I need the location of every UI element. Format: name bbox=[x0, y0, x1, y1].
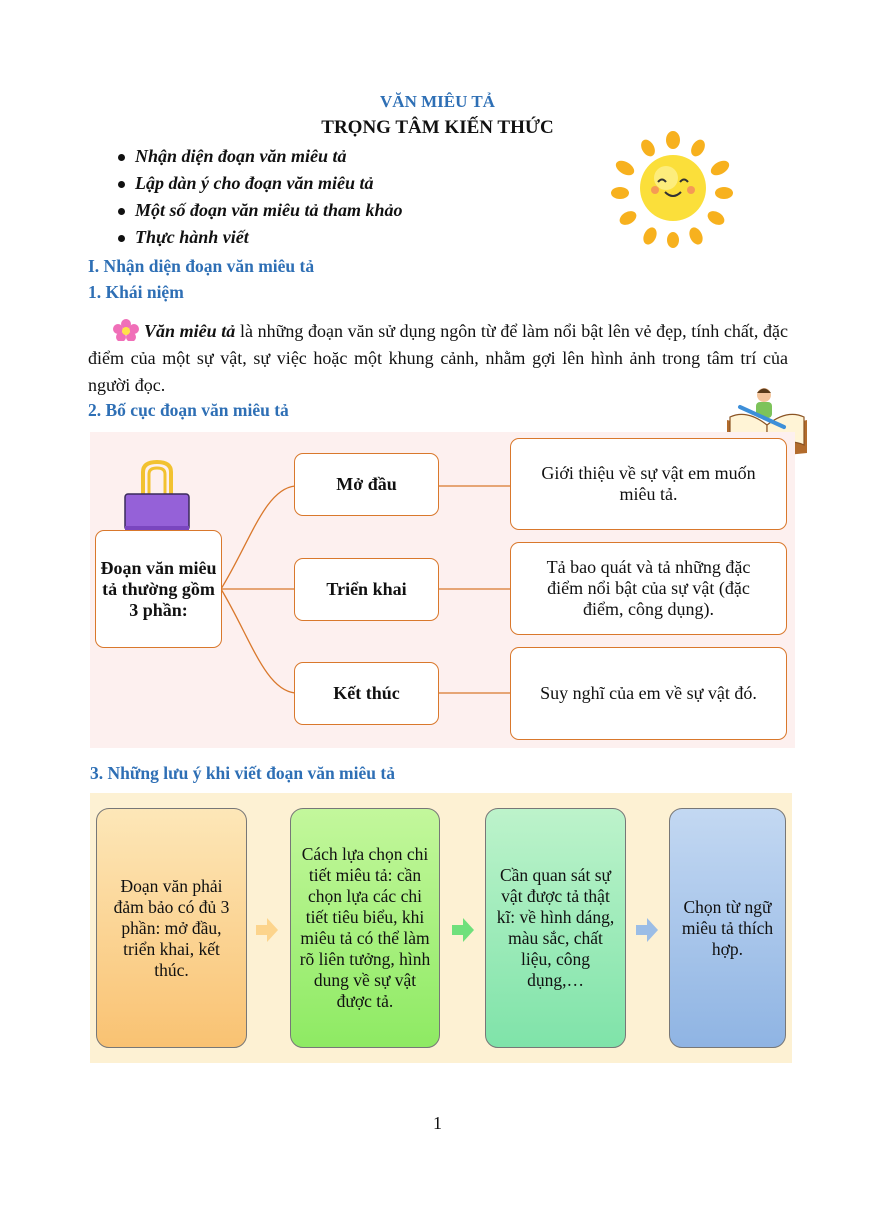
definition-term: Văn miêu tả bbox=[144, 321, 236, 341]
tips-process bbox=[90, 793, 792, 1063]
tip-card: Đoạn văn phải đảm bảo có đủ 3 phần: mở đầu, triển khai, kết thúc. bbox=[96, 808, 247, 1048]
topic-item: Thực hành viết bbox=[118, 224, 403, 251]
subsection-heading: 3. Những lưu ý khi viết đoạn văn miêu tả bbox=[90, 763, 395, 783]
doc-title: VĂN MIÊU TẢ bbox=[380, 92, 495, 111]
arrow-right-icon bbox=[636, 918, 658, 942]
part-box-ket-thuc: Kết thúc bbox=[294, 662, 439, 725]
part-desc-mo-dau: Giới thiệu về sự vật em muốn miêu tả. bbox=[510, 438, 787, 530]
topic-item: Lập dàn ý cho đoạn văn miêu tả bbox=[118, 170, 403, 197]
doc-subtitle: TRỌNG TÂM KIẾN THỨC bbox=[321, 117, 554, 138]
part-box-mo-dau: Mở đầu bbox=[294, 453, 439, 516]
binder-clip-icon bbox=[123, 460, 191, 538]
sun-icon bbox=[610, 130, 736, 248]
section-heading: I. Nhận diện đoạn văn miêu tả bbox=[88, 256, 315, 276]
part-desc-trien-khai: Tả bao quát và tả những đặc điểm nổi bật của sự vật (đặc điểm, công dụng). bbox=[510, 542, 787, 635]
arrow-right-icon bbox=[256, 918, 278, 942]
arrow-right-icon bbox=[452, 918, 474, 942]
tip-card: Cần quan sát sự vật được tả thật kĩ: về hình dáng, màu sắc, chất liệu, công dụng,… bbox=[485, 808, 626, 1048]
structure-diagram bbox=[90, 432, 795, 748]
part-box-trien-khai: Triển khai bbox=[294, 558, 439, 621]
structure-root-box: Đoạn văn miêu tả thường gồm 3 phần: bbox=[95, 530, 222, 648]
topic-list bbox=[118, 143, 403, 251]
tip-card: Cách lựa chọn chi tiết miêu tả: cần chọn lựa các chi tiết tiêu biểu, khi miêu tả có thể làm rõ liên tưởng, hình dung về sự vật được tả. bbox=[290, 808, 440, 1048]
page-number: 1 bbox=[433, 1113, 442, 1133]
subsection-heading: 2. Bố cục đoạn văn miêu tả bbox=[88, 400, 289, 420]
tip-card: Chọn từ ngữ miêu tả thích hợp. bbox=[669, 808, 786, 1048]
definition-text: là những đoạn văn sử dụng ngôn từ để làm nổi bật lên vẻ đẹp, tính chất, đặc điểm của một sự vật, sự việc hoặc một khung cảnh, nhằm gợi lên hình ảnh trong tâm trí của người đọc. bbox=[88, 321, 788, 395]
flower-icon bbox=[110, 319, 142, 341]
topic-item: Một số đoạn văn miêu tả tham khảo bbox=[118, 197, 403, 224]
subsection-heading: 1. Khái niệm bbox=[88, 282, 184, 302]
definition-paragraph bbox=[88, 318, 788, 399]
part-desc-ket-thuc: Suy nghĩ của em về sự vật đó. bbox=[510, 647, 787, 740]
topic-item: Nhận diện đoạn văn miêu tả bbox=[118, 143, 403, 170]
